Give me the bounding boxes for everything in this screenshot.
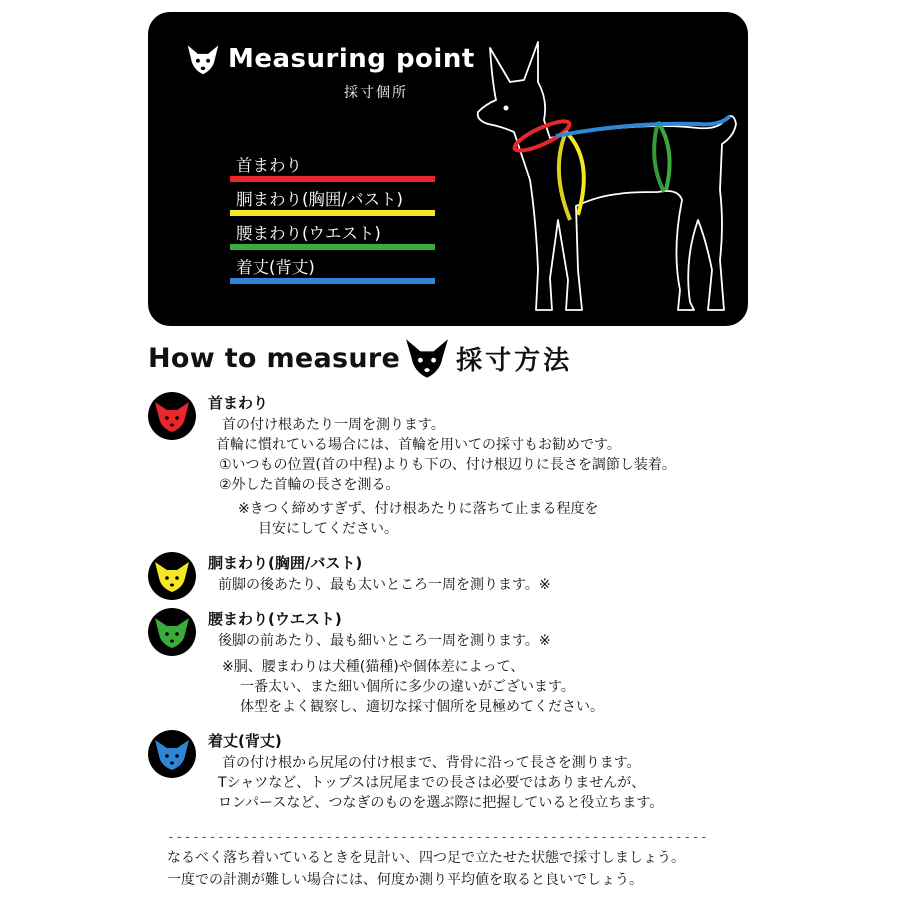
legend-color-bar <box>230 210 435 216</box>
heading-en: How to measure <box>148 342 401 374</box>
footer-line: なるべく落ち着いているときを見計い、四つ足で立たせた状態で採寸しましょう。 <box>167 850 685 866</box>
footer-notes <box>167 830 708 889</box>
legend-color-bar <box>230 176 435 182</box>
legend-item-chest <box>230 186 438 220</box>
badge-chest <box>148 552 196 600</box>
dog-head-blue-icon <box>148 730 196 778</box>
section-note: 体型をよく観察し、適切な採寸個所を見極めてください。 <box>240 699 604 715</box>
legend-color-bar <box>230 244 435 250</box>
section-text: 首の付け根から尻尾の付け根まで、背骨に沿って長さを測ります。 <box>222 755 641 771</box>
legend-label: 着丈(背丈) <box>236 258 315 277</box>
measurement-legend <box>230 152 438 288</box>
section-text: Tシャツなど、トップスは尻尾までの長さは必要ではありませんが、 <box>218 775 646 791</box>
legend-item-neck <box>230 152 438 186</box>
footer-line: 一度での計測が難しい場合には、何度か測り平均値を取ると良いでしょう。 <box>167 872 643 888</box>
section-note: ※胴、腰まわりは犬種(猫種)や個体差によって、 <box>222 659 525 675</box>
dog-head-logo-icon <box>404 336 450 380</box>
legend-label: 胴まわり(胸囲/バスト) <box>236 190 403 209</box>
dog-head-yellow-icon <box>148 552 196 600</box>
how-to-measure-heading <box>148 336 572 380</box>
section-text: 前脚の後あたり、最も太いところ一周を測ります。※ <box>218 577 551 593</box>
heading-jp: 採寸方法 <box>456 345 573 376</box>
section-text: 首輪に慣れている場合には、首輪を用いての採寸もお勧めです。 <box>216 437 621 453</box>
badge-waist <box>148 608 196 656</box>
section-text: 首の付け根あたり一周を測ります。 <box>222 417 445 433</box>
badge-length <box>148 730 196 778</box>
section-note: 一番太い、また細い個所に多少の違いがございます。 <box>240 679 575 695</box>
legend-color-bar <box>230 278 435 284</box>
section-note: ※きつく締めすぎず、付け根あたりに落ちて止まる程度を <box>238 501 599 517</box>
section-title: 胴まわり(胸囲/バスト) <box>208 554 363 572</box>
legend-label: 腰まわり(ウエスト) <box>236 224 381 243</box>
dog-head-logo-icon <box>186 42 220 76</box>
dog-outline-illustration <box>458 20 748 320</box>
card-title: Measuring point <box>228 44 475 74</box>
section-text: ①いつもの位置(首の中程)よりも下の、付け根辺りに長さを調節し装着。 <box>219 457 676 473</box>
section-text: ロンパースなど、つなぎのものを選ぶ際に把握していると役立ちます。 <box>218 795 664 811</box>
section-title: 着丈(背丈) <box>208 732 282 750</box>
section-text: ②外した首輪の長さを測る。 <box>219 477 400 493</box>
legend-label: 首まわり <box>236 156 302 175</box>
section-title: 腰まわり(ウエスト) <box>208 610 342 628</box>
section-note: 目安にしてください。 <box>258 521 398 537</box>
dog-head-red-icon <box>148 392 196 440</box>
measuring-point-card <box>148 12 748 326</box>
card-subtitle: 採寸個所 <box>344 85 408 101</box>
legend-item-waist <box>230 220 438 254</box>
card-header <box>186 42 475 76</box>
section-title: 首まわり <box>208 394 269 412</box>
footer-divider: ----------------------------------------------------------------- <box>167 830 709 845</box>
dog-head-green-icon <box>148 608 196 656</box>
legend-item-length <box>230 254 438 288</box>
badge-neck <box>148 392 196 440</box>
section-text: 後脚の前あたり、最も細いところ一周を測ります。※ <box>218 633 551 649</box>
